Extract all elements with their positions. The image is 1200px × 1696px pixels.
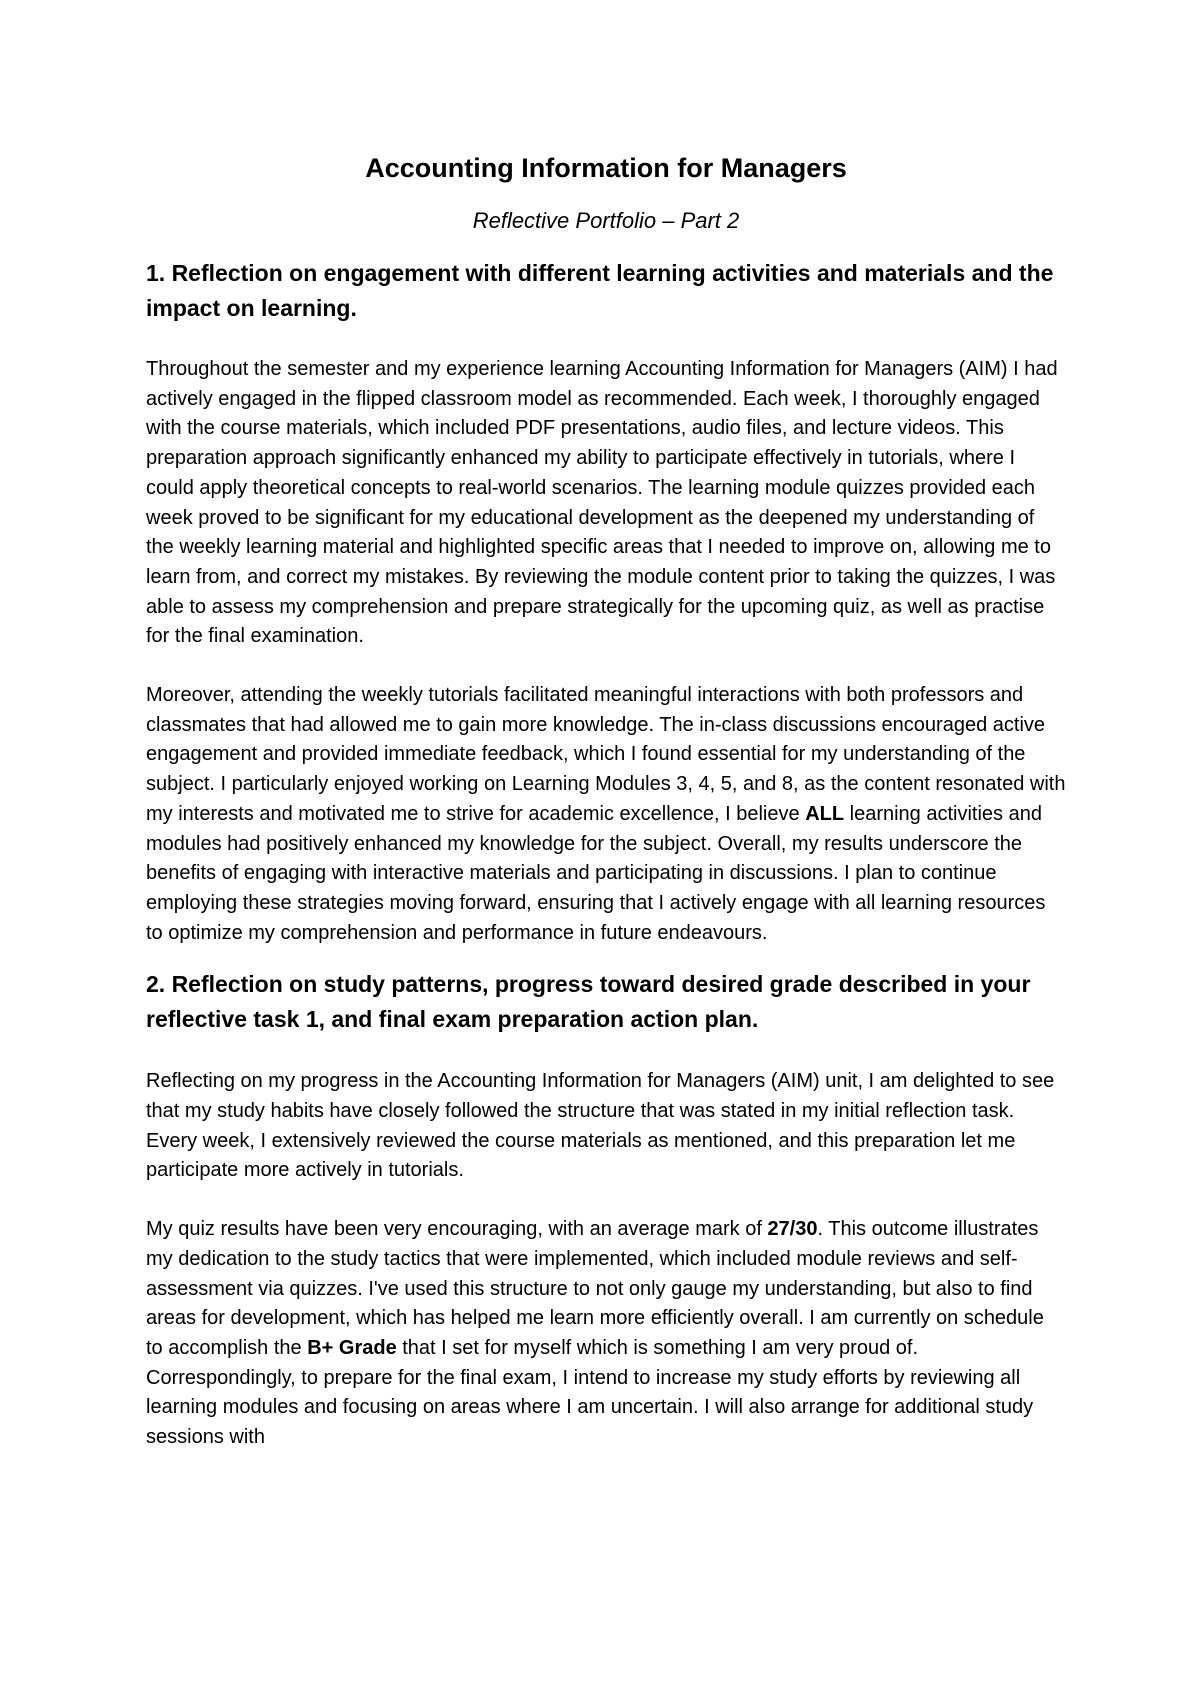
section-2-paragraph-2	[146, 1215, 1066, 1453]
section-1-heading: 1. Reflection on engagement with different learning activities and materials and the impact on learning.	[146, 260, 1054, 321]
document-title: Accounting Information for Managers	[365, 153, 847, 183]
section-2-heading: 2. Reflection on study patterns, progress toward desired grade described in your reflective task 1, and final exam preparation action plan.	[146, 971, 1031, 1033]
paragraph-text: . This outcome illustrates my dedication to the study tactics that were implemented, which included module reviews and self-assessment via quizzes. I've used this structure to not only gauge my understanding, but also to find areas for development, which has helped me learn more efficiently overall. I am currently on schedule to accomplish the	[146, 1218, 1044, 1359]
document-subtitle: Reflective Portfolio – Part 2	[472, 208, 740, 233]
section-1-paragraph-1: Throughout the semester and my experience learning Accounting Information for Managers (AIM) I had actively engaged in the flipped classroom model as recommended. Each week, I thoroughly engaged with the course materials, which included PDF presentations, audio files, and lecture videos. This preparation approach significantly enhanced my ability to participate effectively in tutorials, where I could apply theoretical concepts to real-world scenarios. The learning module quizzes provided each week proved to be significant for my educational development as the deepened my understanding of the weekly learning material and highlighted specific areas that I needed to improve on, allowing me to learn from, and correct my mistakes. By reviewing the module content prior to taking the quizzes, I was able to assess my comprehension and prepare strategically for the upcoming quiz, as well as practise for the final examination.	[146, 358, 1058, 648]
paragraph-text: Moreover, attending the weekly tutorials facilitated meaningful interactions with both professors and classmates that had allowed me to gain more knowledge. The in-class discussions encouraged active engagement and provided immediate feedback, which I found essential for my understanding of the subject. I particularly enjoyed working on Learning Modules 3, 4, 5, and 8, as the content resonated with my interests and motivated me to strive for academic excellence, I believe	[146, 684, 1066, 825]
section-2-paragraph-1: Reflecting on my progress in the Accounting Information for Managers (AIM) unit, I am delighted to see that my study habits have closely followed the structure that was stated in my initial reflection task. Every week, I extensively reviewed the course materials as mentioned, and this preparation let me participate more actively in tutorials.	[146, 1070, 1055, 1182]
paragraph-text: My quiz results have been very encouraging, with an average mark of	[146, 1218, 768, 1241]
target-grade: B+ Grade	[307, 1336, 397, 1359]
section-1-paragraph-2	[146, 681, 1066, 948]
paragraph-text: that I set for myself which is something I am very proud of. Correspondingly, to prepare for the final exam, I intend to increase my study efforts by reviewing all learning modules and focusing on areas where I am uncertain. I will also arrange for additional study sessions with	[146, 1336, 1034, 1449]
quiz-average-mark: 27/30	[767, 1218, 818, 1241]
paragraph-text: learning activities and modules had positively enhanced my knowledge for the subject. Overall, my results underscore the benefits of engaging with interactive materials and participating in discussions. I plan to continue employing these strategies moving forward, ensuring that I actively engage with all learning resources to optimize my comprehension and performance in future endeavours.	[146, 802, 1046, 944]
document-content	[146, 150, 1066, 1453]
emphasis-text: ALL	[805, 802, 845, 825]
